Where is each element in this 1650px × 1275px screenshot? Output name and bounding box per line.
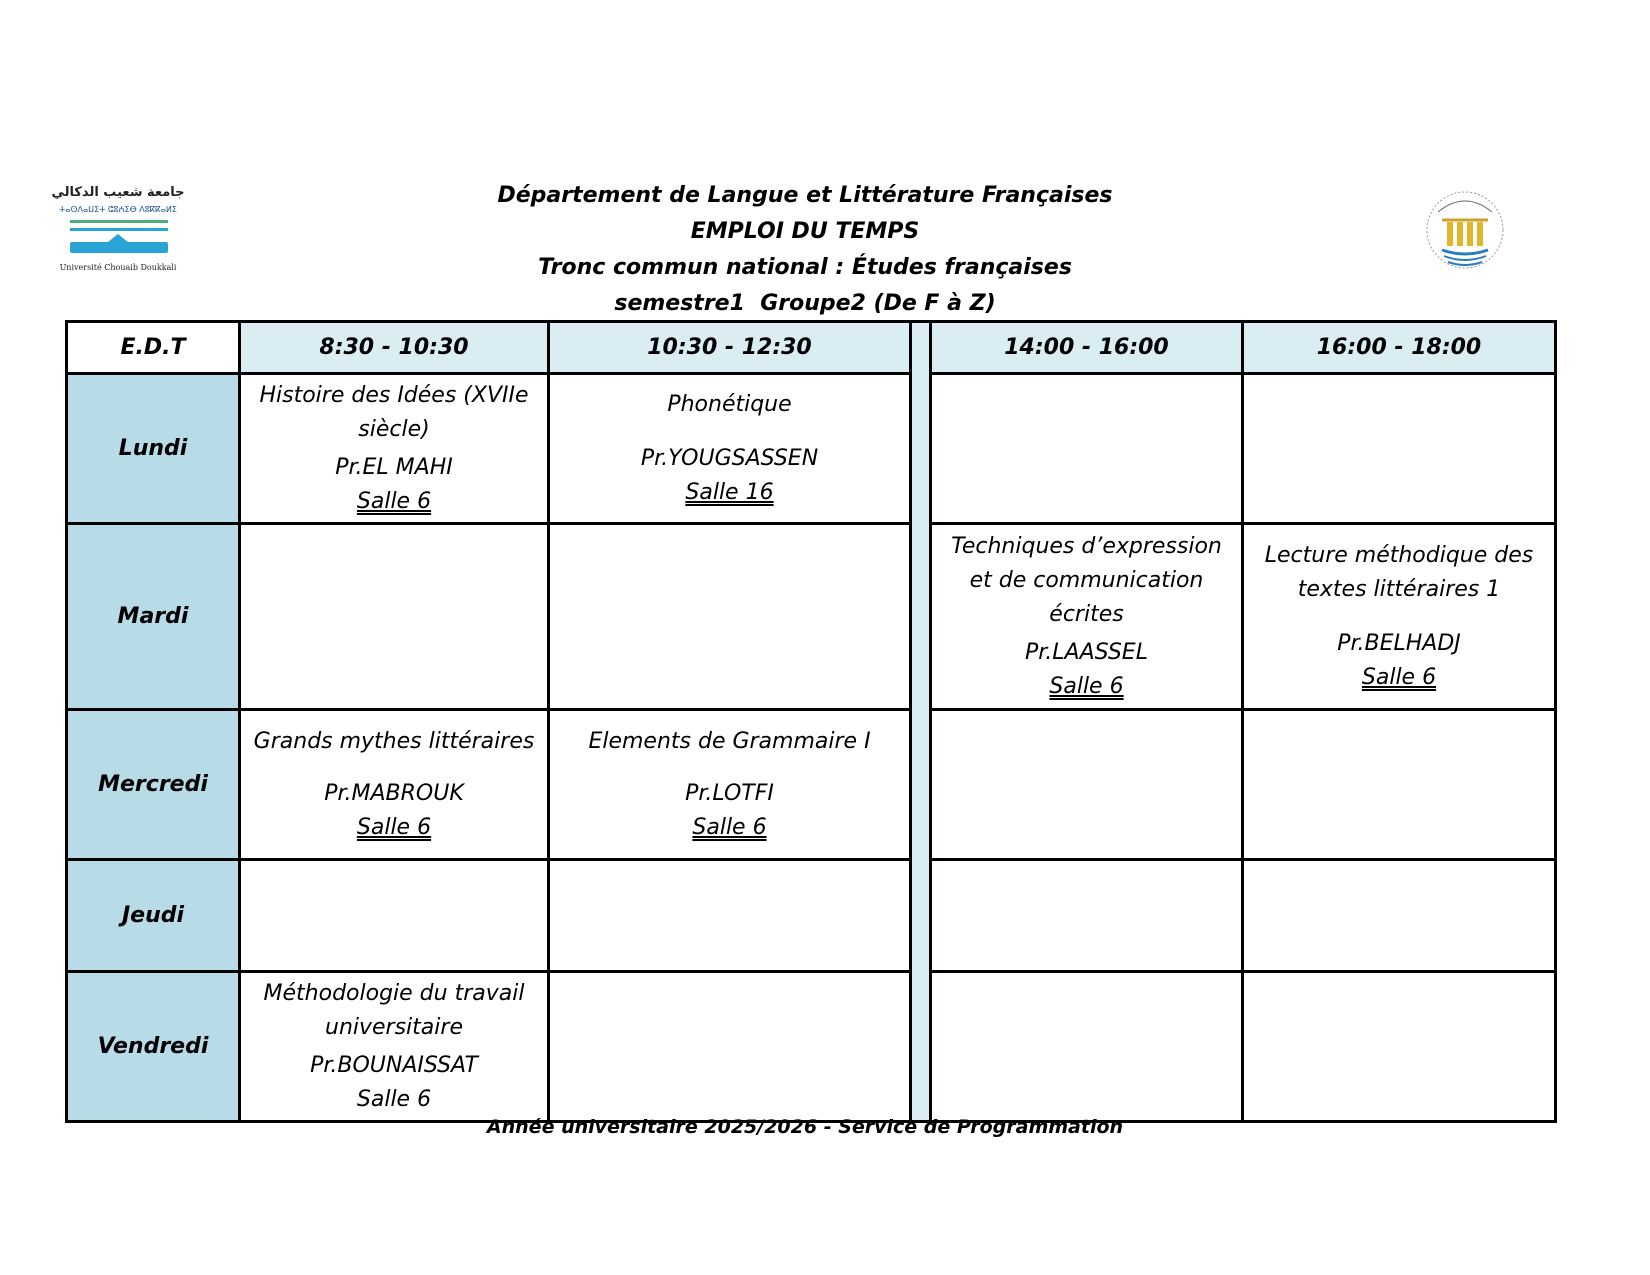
day-row-jeudi — [67, 860, 1556, 972]
course-title: Techniques d’expression et de communication écrites — [951, 533, 1222, 627]
day-row-mercredi — [67, 710, 1556, 860]
course-title: Lecture méthodique des textes littéraires 1 — [1264, 542, 1534, 602]
empty-cell — [549, 524, 911, 710]
empty-cell — [240, 524, 549, 710]
course-professor: Pr.EL MAHI — [335, 454, 453, 480]
course-title: Phonétique — [667, 391, 792, 417]
empty-cell — [1243, 374, 1556, 524]
edt-corner: E.D.T — [67, 322, 240, 374]
department-title: Département de Langue et Littérature Françaises — [497, 183, 1113, 208]
timetable — [65, 320, 1557, 1123]
day-label: Mardi — [67, 524, 240, 710]
course-professor: Pr.BOUNAISSAT — [310, 1052, 478, 1078]
empty-cell — [1243, 860, 1556, 972]
document-header — [0, 178, 1610, 322]
day-label: Jeudi — [67, 860, 240, 972]
empty-cell — [1243, 710, 1556, 860]
course-cell — [240, 374, 549, 524]
day-label: Mercredi — [67, 710, 240, 860]
course-professor: Pr.YOUGSASSEN — [640, 445, 819, 471]
logo-latin-text: Université Chouaib Doukkali — [59, 263, 177, 272]
empty-cell — [240, 860, 549, 972]
course-professor: Pr.MABROUK — [324, 780, 464, 806]
course-room: Salle 6 — [356, 488, 432, 514]
course-room: Salle 6 — [1361, 664, 1437, 690]
lunch-break-column — [911, 322, 931, 1122]
course-room: Salle 16 — [685, 479, 774, 505]
logo-arabic-text: جامعة شعيب الدكالي — [51, 185, 185, 200]
empty-cell — [931, 972, 1243, 1122]
course-professor: Pr.LAASSEL — [1025, 639, 1148, 665]
slot-header: 8:30 - 10:30 — [240, 322, 549, 374]
empty-cell — [549, 860, 911, 972]
empty-cell — [931, 374, 1243, 524]
day-row-lundi — [67, 374, 1556, 524]
course-title: Méthodologie du travail universitaire — [263, 980, 525, 1040]
course-cell — [1243, 524, 1556, 710]
course-room: Salle 6 — [1049, 673, 1124, 699]
course-room: Salle 6 — [692, 814, 767, 840]
course-room: Salle 6 — [356, 1086, 432, 1112]
day-label: Lundi — [67, 374, 240, 524]
course-professor: Pr.LOTFI — [685, 780, 774, 806]
course-cell — [240, 710, 549, 860]
empty-cell — [1243, 972, 1556, 1122]
course-title: Elements de Grammaire I — [588, 728, 871, 754]
course-professor: Pr.BELHADJ — [1337, 630, 1461, 656]
timetable-header-row — [67, 322, 1556, 374]
day-row-vendredi — [67, 972, 1556, 1122]
course-title: Grands mythes littéraires — [253, 728, 535, 754]
program-title: Tronc commun national : Études françaises — [538, 255, 1072, 280]
course-cell — [549, 374, 911, 524]
group-title: semestre1 Groupe2 (De F à Z) — [614, 291, 996, 316]
slot-header: 14:00 - 16:00 — [931, 322, 1243, 374]
empty-cell — [931, 860, 1243, 972]
course-cell — [549, 710, 911, 860]
course-cell — [931, 524, 1243, 710]
empty-cell — [931, 710, 1243, 860]
schedule-title: EMPLOI DU TEMPS — [690, 219, 920, 244]
day-row-mardi — [67, 524, 1556, 710]
slot-header: 16:00 - 18:00 — [1243, 322, 1556, 374]
course-cell — [240, 972, 549, 1122]
logo-tifinagh-text: ⵜⴰⵙⴷⴰⵡⵉⵜ ⵛⵓⵄⵉⴱ ⴷⵓⴽⴽⴰⵍⵉ — [59, 205, 177, 214]
empty-cell — [549, 972, 911, 1122]
day-label: Vendredi — [67, 972, 240, 1122]
footer-note: Année universitaire 2025/2026 - Service de Programmation — [486, 1116, 1124, 1138]
slot-header: 10:30 - 12:30 — [549, 322, 911, 374]
course-room: Salle 6 — [356, 814, 432, 840]
course-title: Histoire des Idées (XVIIe siècle) — [259, 382, 529, 442]
